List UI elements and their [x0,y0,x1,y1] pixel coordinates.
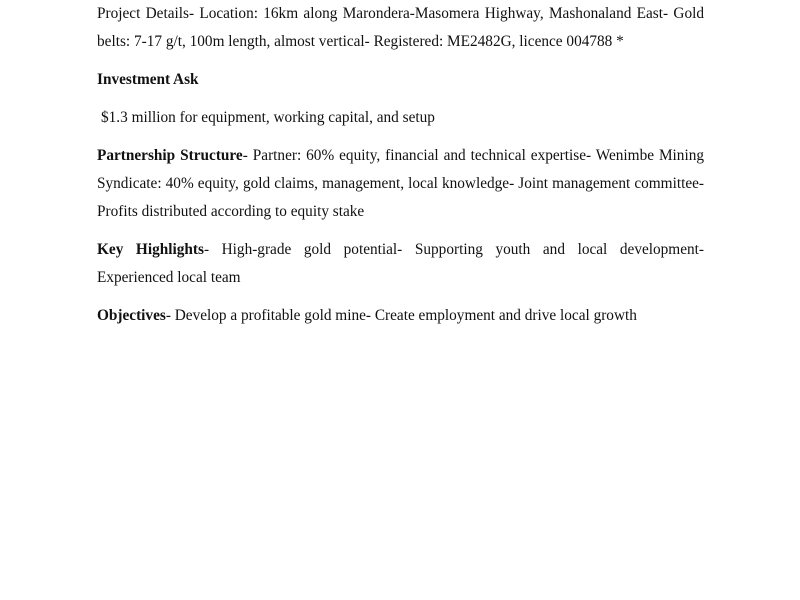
partnership-structure-paragraph [97,142,704,226]
investment-ask-body: $1.3 million for equipment, working capital, and setup [101,109,435,126]
key-highlights-heading: Key Highlights [97,241,204,258]
partnership-structure-heading: Partnership Structure [97,147,243,164]
objectives-heading: Objectives [97,307,166,324]
key-highlights-body: - High-grade gold potential- Supporting youth and local development- Experienced local team [97,241,704,286]
project-details-paragraph: Project Details- Location: 16km along Marondera-Masomera Highway, Mashonaland East- Gold belts: 7-17 g/t, 100m length, almost vertical- Registered: ME2482G, licence 004788 * [97,5,704,50]
key-highlights-paragraph [97,236,704,292]
document-page [97,0,704,330]
partnership-structure-body: - Partner: 60% equity, financial and technical expertise- Wenimbe Mining Syndicate: 40% equity, gold claims, management, local knowledge- Joint management committee- Profits distributed according to equity stake [97,147,704,220]
objectives-body: - Develop a profitable gold mine- Create employment and drive local growth [165,307,637,324]
objectives-paragraph [97,302,704,330]
investment-ask-heading: Investment Ask [97,71,199,88]
